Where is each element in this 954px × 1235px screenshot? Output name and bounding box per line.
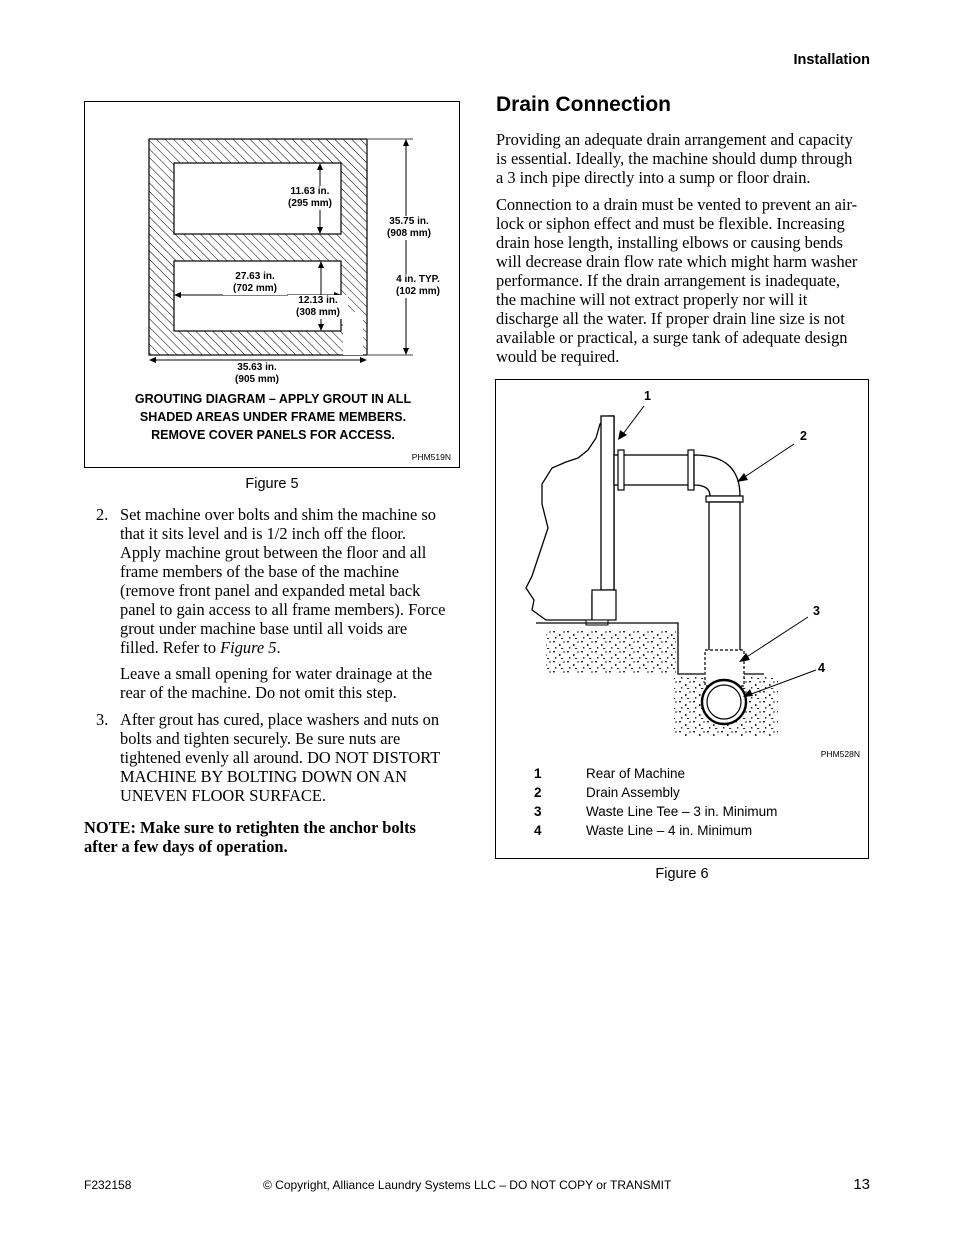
waste-line-tee-pipe — [709, 502, 740, 652]
step-3-text — [120, 710, 440, 805]
text-line — [120, 638, 445, 657]
dim-upper-opening-depth: 11.63 in. (295 mm) — [280, 186, 340, 210]
text-line: NOTE: Make sure to retighten the anchor bolts — [84, 818, 416, 837]
figure-5-code: PHM519N — [411, 452, 451, 462]
text-line: after a few days of operation. — [84, 837, 288, 856]
text-line: the machine will not extract properly nor will it — [496, 290, 808, 309]
text-line: frame members of the base of the machine — [120, 562, 399, 581]
text-line: MACHINE BY BOLTING DOWN ON AN — [120, 767, 407, 786]
dim-lower-opening-depth: 12.13 in. (308 mm) — [288, 295, 348, 319]
note-text — [84, 818, 416, 856]
text-line: UNEVEN FLOOR SURFACE. — [120, 786, 326, 805]
text-line: lock or siphon effect and must be flexible. Increasing — [496, 214, 845, 233]
grouting-caption-line: GROUTING DIAGRAM – APPLY GROUT IN ALL — [134, 392, 412, 406]
grouting-caption-line: SHADED AREAS UNDER FRAME MEMBERS. — [139, 410, 407, 424]
text-line: Set machine over bolts and shim the machine so — [120, 505, 436, 524]
text-line: Leave a small opening for water drainage at the — [120, 664, 433, 683]
drain-paragraph-1 — [496, 130, 853, 187]
drain-paragraph-2 — [496, 195, 857, 366]
figure-6-label: Figure 6 — [655, 866, 709, 882]
dim-inner-width: 27.63 in. (702 mm) — [223, 271, 287, 295]
grouting-caption — [85, 390, 461, 444]
footer-document-number: F232158 — [84, 1178, 132, 1192]
legend-text: Drain Assembly — [586, 785, 680, 800]
text-line: After grout has cured, place washers and nuts on — [120, 710, 440, 729]
text-line: rear of the machine. Do not omit this step. — [120, 683, 397, 702]
legend-text: Rear of Machine — [586, 766, 686, 781]
figure-5-grouting-diagram — [84, 101, 460, 468]
text-line: Connection to a drain must be vented to prevent an air- — [496, 195, 858, 214]
legend-number: 2 — [534, 785, 542, 800]
figure-5-label: Figure 5 — [245, 476, 299, 492]
legend-number: 1 — [534, 766, 542, 781]
step-2-number: 2. — [96, 505, 109, 524]
callout-4: 4 — [818, 661, 825, 675]
dim-overall-width: 35.63 in. (905 mm) — [225, 362, 289, 386]
grouting-caption-line: REMOVE COVER PANELS FOR ACCESS. — [151, 428, 395, 442]
text-line: that it sits level and is 1/2 inch off the floor. — [120, 524, 407, 543]
footer-copyright: © Copyright, Alliance Laundry Systems LLC – DO NOT COPY or TRANSMIT — [263, 1178, 672, 1192]
text-line: Apply machine grout between the floor and all — [120, 543, 427, 562]
dim-frame-typical: 4 in. TYP. (102 mm) — [383, 274, 453, 298]
text-span: . — [276, 638, 281, 657]
text-line: panel to gain access to all frame members). Force — [120, 600, 446, 619]
text-line: grout under machine base until all voids are — [120, 619, 408, 638]
callout-1: 1 — [644, 389, 651, 403]
legend-number: 3 — [534, 804, 542, 819]
step-3-number: 3. — [96, 710, 109, 729]
dim-overall-depth: 35.75 in. (908 mm) — [378, 216, 440, 240]
step-2-text — [120, 505, 445, 657]
text-line: a 3 inch pipe directly into a sump or floor drain. — [496, 168, 811, 187]
text-line: would be required. — [496, 347, 620, 366]
legend-number: 4 — [534, 823, 542, 838]
legend-text: Waste Line – 4 in. Minimum — [586, 823, 753, 838]
step-2-drainage-text — [120, 664, 432, 702]
callout-3: 3 — [813, 604, 820, 618]
drain-assembly-pipe — [614, 455, 694, 485]
text-line: Providing an adequate drain arrangement and capacity — [496, 130, 853, 149]
footer-page-number: 13 — [853, 1176, 870, 1193]
figure-6-code: PHM528N — [820, 749, 860, 759]
text-line: will decrease drain flow rate which might harm washer — [496, 252, 858, 271]
text-line: available or practical, a surge tank of adequate design — [496, 328, 848, 347]
text-line: performance. If the drain arrangement is inadequate, — [496, 271, 841, 290]
text-span: filled. Refer to — [120, 638, 221, 657]
text-line: discharge all the water. If proper drain line size is not — [496, 309, 845, 328]
text-line: drain hose length, installing elbows or causing bends — [496, 233, 843, 252]
figure-5-reference: Figure 5 — [220, 638, 277, 657]
figure-6-drain-diagram — [495, 379, 869, 859]
text-line: bolts and tighten securely. Be sure nuts are — [120, 729, 401, 748]
text-line: is essential. Ideally, the machine should dump through — [496, 149, 853, 168]
section-header: Installation — [793, 52, 870, 68]
callout-2: 2 — [800, 429, 807, 443]
legend-text: Waste Line Tee – 3 in. Minimum — [586, 804, 778, 819]
text-line: (remove front panel and expanded metal back — [120, 581, 421, 600]
drain-connection-heading: Drain Connection — [496, 93, 672, 116]
text-line: tightened evenly all around. DO NOT DISTORT — [120, 748, 441, 767]
